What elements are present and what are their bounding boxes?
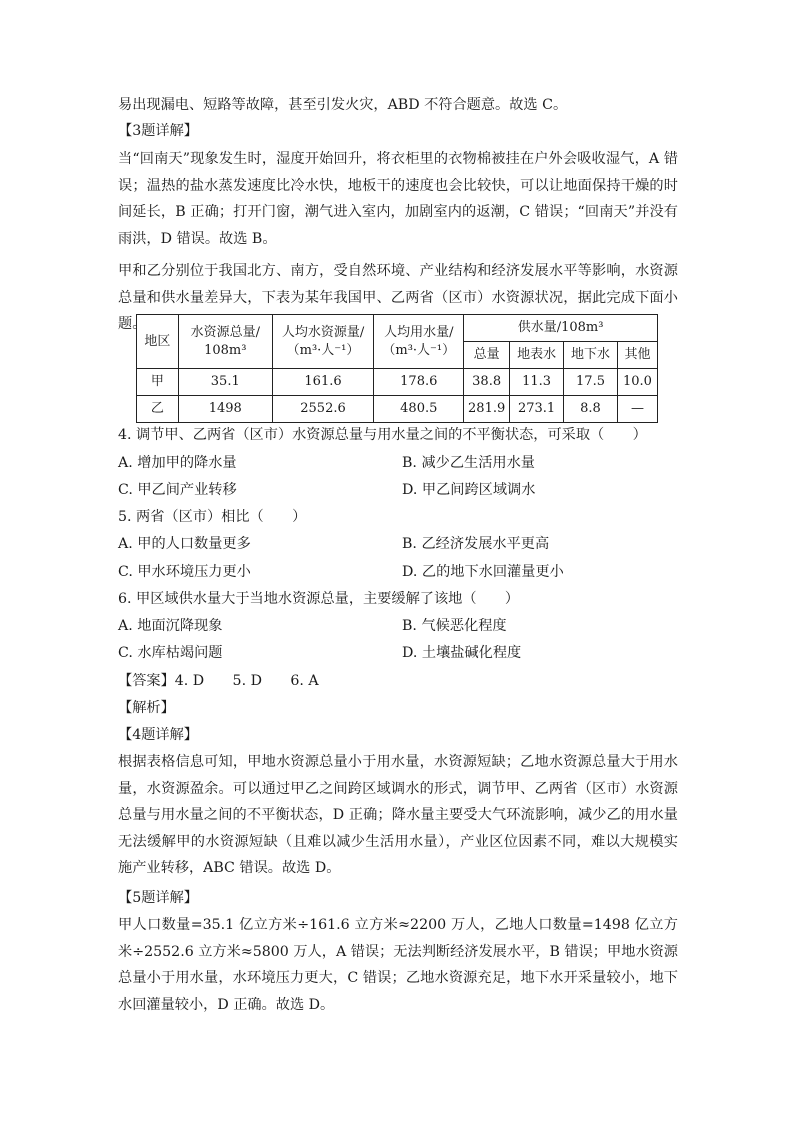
header-region: 地区: [137, 315, 179, 369]
q4-option-a: A. 增加甲的降水量: [118, 455, 237, 471]
q4-stem: 4. 调节甲、乙两省（区市）水资源总量与用水量之间的不平衡状态，可采取（ ）: [118, 427, 647, 443]
q5-option-d: D. 乙的地下水回灌量更小: [402, 564, 564, 580]
q4-option-d: D. 甲乙间跨区域调水: [402, 482, 536, 498]
q4-explanation: 根据表格信息可知，甲地水资源总量小于用水量，水资源短缺；乙地水资源总量大于用水量，水资源盈余。可以通过甲乙之间跨区域调水的形式，调节甲、乙两省（区市）水资源总量与用水量之间的不平衡状态，D 正确；降水量主要受大气环流影响，减少乙的用水量无法缓解甲的水资源短缺（且难以减少生活用水量），产业区位因素不同，难以大规模实施产业转移，ABC 错误。故选 D。: [118, 754, 678, 876]
q6-option-c: C. 水库枯竭问题: [118, 645, 223, 661]
q5-stem: 5. 两省（区市）相比（ ）: [118, 509, 307, 525]
q5-option-b: B. 乙经济发展水平更高: [402, 536, 550, 552]
q4-option-b: B. 减少乙生活用水量: [402, 455, 535, 471]
header-supply: 供水量/108m³: [464, 315, 658, 342]
table-row: 乙 1498 2552.6 480.5 281.9 273.1 8.8 —: [137, 396, 658, 423]
header-supply-surface: 地表水: [510, 342, 564, 369]
q5-detail-heading: 【5题详解】: [118, 890, 198, 906]
q6-option-b: B. 气候恶化程度: [402, 618, 507, 634]
q6-option-a: A. 地面沉降现象: [118, 618, 223, 634]
header-supply-ground: 地下水: [564, 342, 618, 369]
context-paragraph: 甲和乙分别位于我国北方、南方，受自然环境、产业结构和经济发展水平等影响，水资源总量和供水量差异大，下表为某年我国甲、乙两省（区市）水资源状况，据此完成下面小题。: [118, 263, 678, 332]
table-row: 甲 35.1 161.6 178.6 38.8 11.3 17.5 10.0: [137, 369, 658, 396]
header-supply-total: 总量: [464, 342, 510, 369]
header-total-resources: 水资源总量/ 108m³: [178, 315, 272, 369]
q5-option-c: C. 甲水环境压力更小: [118, 564, 251, 580]
intro-line: 易出现漏电、短路等故障，甚至引发火灾，ABD 不符合题意。故选 C。: [118, 97, 568, 113]
q3-heading: 【3题详解】: [118, 123, 198, 139]
q6-option-d: D. 土壤盐碱化程度: [402, 645, 522, 661]
header-supply-other: 其他: [617, 342, 657, 369]
water-resources-table: [136, 314, 658, 423]
answer-line: 【答案】4. D 5. D 6. A: [118, 673, 319, 689]
q4-option-c: C. 甲乙间产业转移: [118, 482, 237, 498]
q6-stem: 6. 甲区域供水量大于当地水资源总量，主要缓解了该地（ ）: [118, 591, 520, 607]
q5-explanation: 甲人口数量=35.1 亿立方米÷161.6 立方米≈2200 万人，乙地人口数量=1498 亿立方米÷2552.6 立方米≈5800 万人，A 错误；无法判断经济发展水平，B 错误；甲地水资源总量小于用水量，水环境压力更大，C 错误；乙地水资源充足，地下水开采量较小，地下水回灌量较小，D 正确。故选 D。: [118, 917, 678, 1013]
q3-explanation: 当“回南天”现象发生时，湿度开始回升，将衣柜里的衣物棉被挂在户外会吸收湿气，A 错误；温热的盐水蒸发速度比冷水快，地板干的速度也会比较快，可以让地面保持干燥的时间延长，B 正确；打开门窗，潮气进入室内，加剧室内的返潮，C 错误；“回南天”并没有雨洪，D 错误。故选 B。: [118, 151, 678, 247]
header-per-capita-resources: 人均水资源量/ （m³·人⁻¹）: [272, 315, 374, 369]
analysis-heading: 【解析】: [118, 700, 175, 716]
header-per-capita-use: 人均用水量/ （m³·人⁻¹）: [374, 315, 464, 369]
q4-detail-heading: 【4题详解】: [118, 727, 198, 743]
q5-option-a: A. 甲的人口数量更多: [118, 536, 251, 552]
